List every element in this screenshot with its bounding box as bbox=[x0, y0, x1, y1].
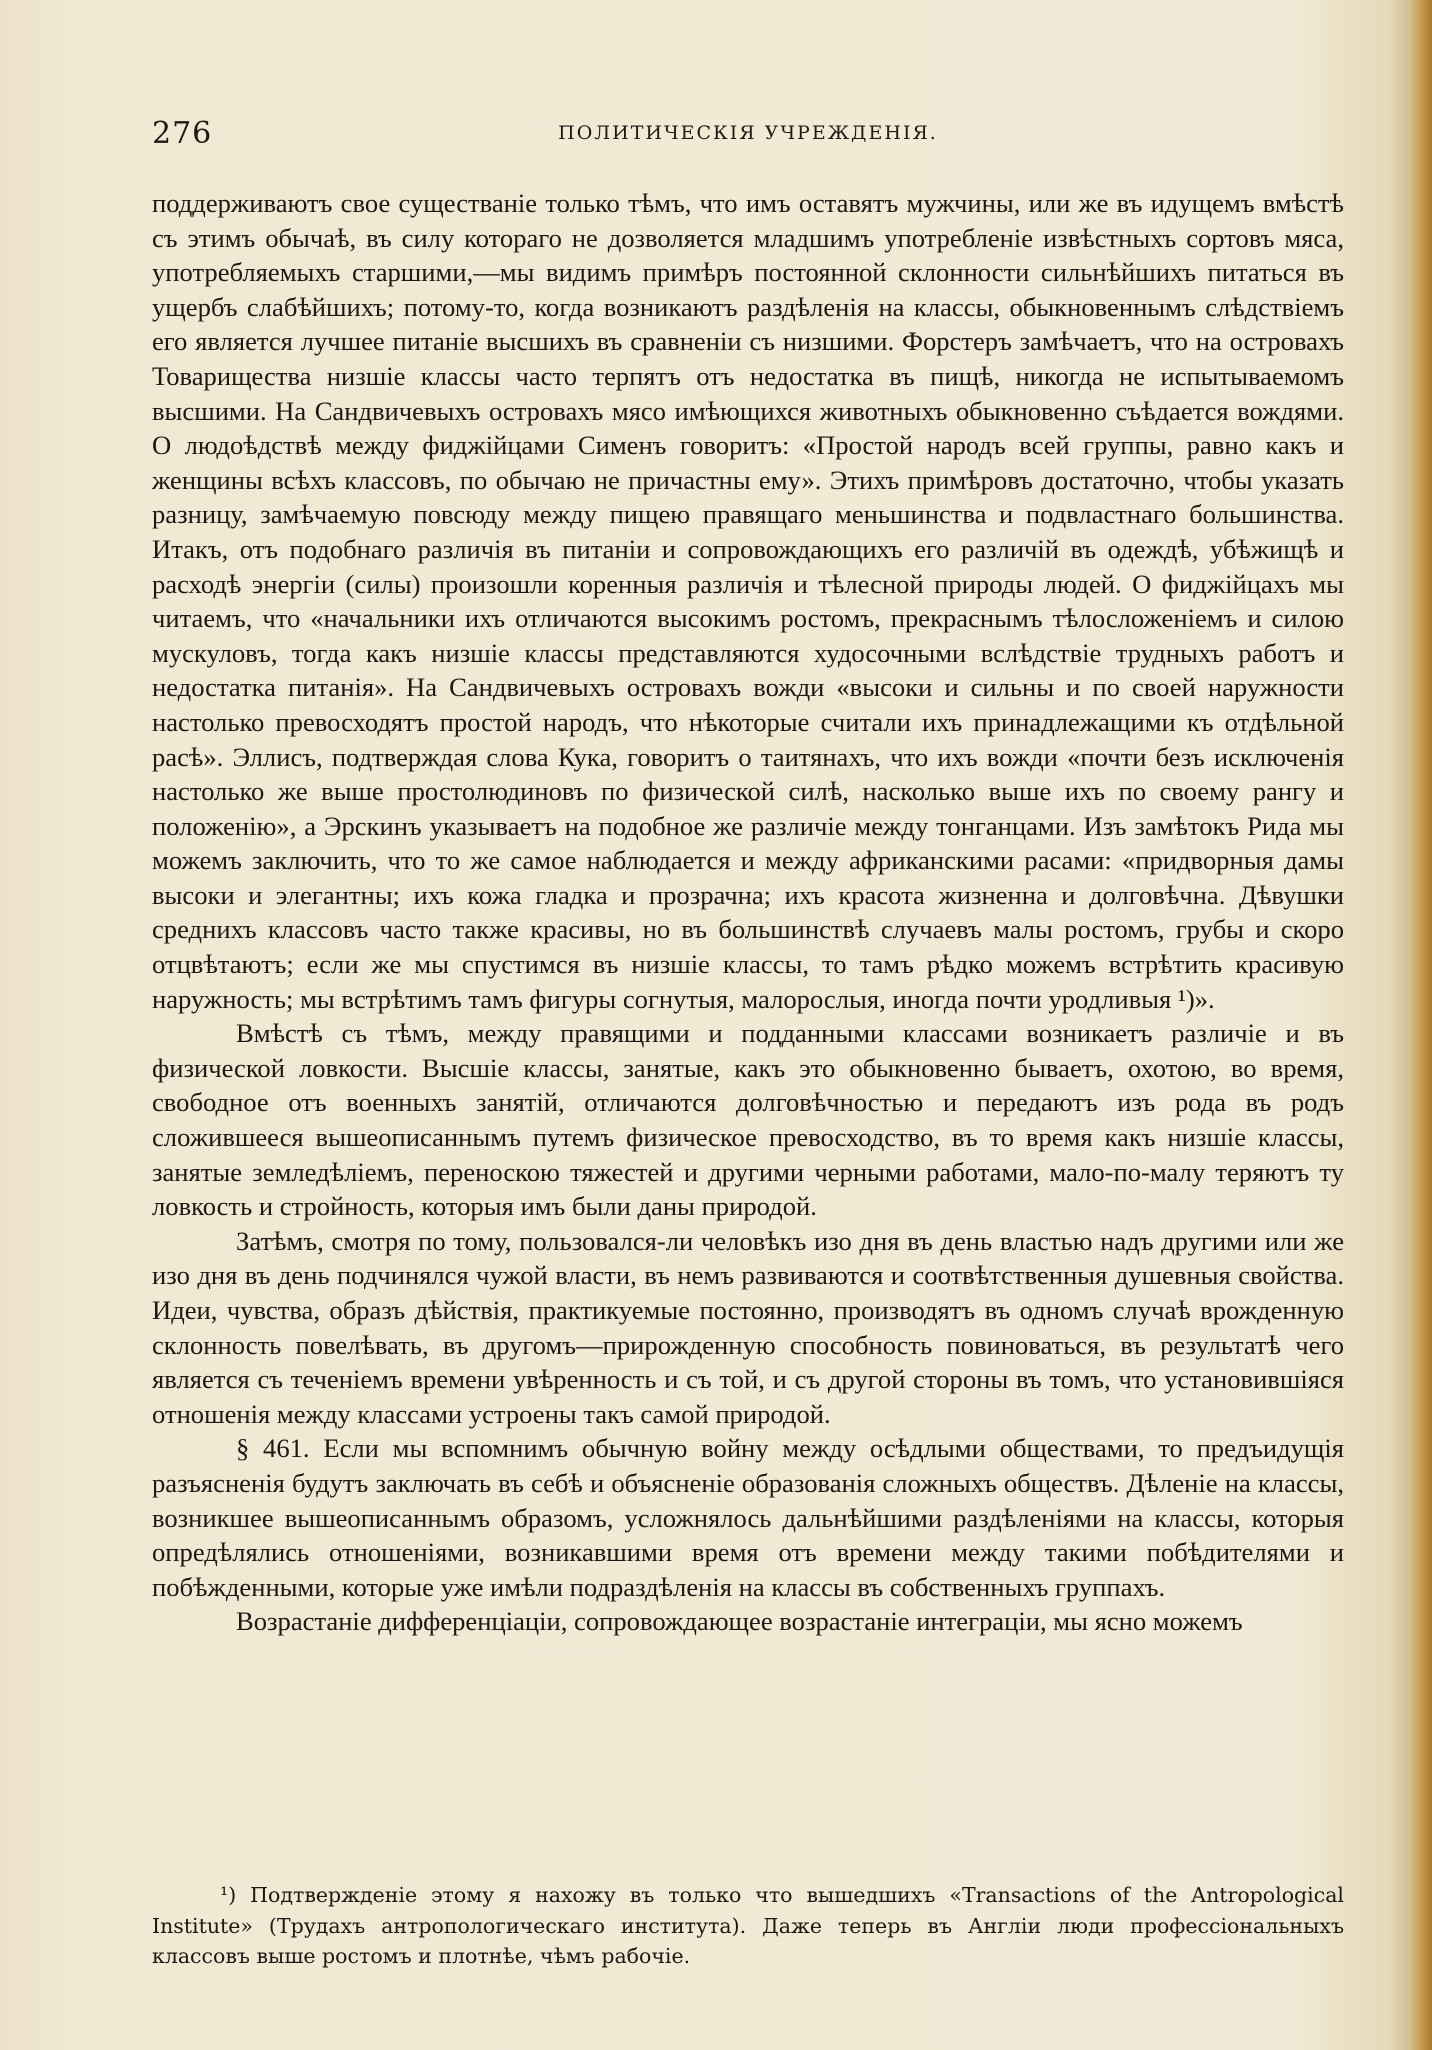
footnote: ¹) Подтвержденіе этому я нахожу въ только что вышедшихъ «Transactions of the Antropological Institute» (Трудахъ антропологическаго института). Даже теперь въ Англіи люди профессіональныхъ классовъ выше ростомъ и плотнѣе, чѣмъ рабочіе. bbox=[152, 1883, 1344, 1968]
paragraph: Возрастаніе дифференціаціи, сопровождающее возрастаніе интеграціи, мы ясно можемъ bbox=[236, 1606, 1243, 1637]
paragraph: Вмѣстѣ съ тѣмъ, между правящими и подданными классами возникаетъ различіе и въ физической ловкости. Высшіе классы, занятые, какъ это обыкновенно бываетъ, охотою, во время, свободное отъ военныхъ занятій, отличаются долговѣчностью и передаютъ изъ рода въ родъ сложившееся вышеописаннымъ путемъ физическое превосходство, въ то время какъ низшіе классы, занятые земледѣліемъ, переноскою тяжестей и другими черными работами, мало-по-малу теряютъ ту ловкость и стройность, которыя имъ были даны природой. bbox=[152, 1018, 1344, 1222]
paragraph: Затѣмъ, смотря по тому, пользовался-ли человѣкъ изо дня въ день властью надъ другими или же изо дня въ день подчинялся чужой власти, въ немъ развиваются и соотвѣтственныя душевныя свойства. Идеи, чувства, образъ дѣйствія, практикуемые постоянно, производятъ въ одномъ случаѣ врожденную склонность повелѣвать, въ другомъ—прирожденную способность повиноваться, въ результатѣ чего является съ теченіемъ времени увѣренность и съ той, и съ другой стороны въ томъ, что установившіяся отношенія между классами устроены такъ самой природой. bbox=[152, 1225, 1344, 1429]
body-text bbox=[152, 186, 1344, 1639]
section-paragraph: § 461. Если мы вспомнимъ обычную войну между осѣдлыми обществами, то предъидущія разъясненія будутъ заключать въ себѣ и объясненіе образованія сложныхъ обществъ. Дѣленіе на классы, возникшее вышеописаннымъ образомъ, усложнялось дальнѣйшими раздѣленіями на классы, которыя опредѣлялись отношеніями, возникавшими время отъ времени между такими побѣдителями и побѣжденными, которые уже имѣли подраздѣленія на классы въ собственныхъ группахъ. bbox=[152, 1433, 1344, 1602]
paragraph: поддерживаютъ свое существаніе только тѣмъ, что имъ оставятъ мужчины, или же въ идущемъ вмѣстѣ съ этимъ обычаѣ, въ силу котораго не дозволяется младшимъ употребленіе извѣстныхъ сортовъ мяса, употребляемыхъ старшими,—мы видимъ примѣръ постоянной склонности сильнѣйшихъ питаться въ ущербъ слабѣйшихъ; потому-то, когда возникаютъ раздѣленія на классы, обыкновеннымъ слѣдствіемъ его является лучшее питаніе высшихъ въ сравненіи съ низшими. Форстеръ замѣчаетъ, что на островахъ Товарищества низшіе классы часто терпятъ отъ недостатка въ пищѣ, никогда не испытываемомъ высшими. На Сандвичевыхъ островахъ мясо имѣющихся животныхъ обыкновенно съѣдается вождями. О людоѣдствѣ между фиджійцами Сименъ говоритъ: «Простой народъ всей группы, равно какъ и женщины всѣхъ классовъ, по обычаю не причастны ему». Этихъ примѣровъ достаточно, чтобы указать разницу, замѣчаемую повсюду между пищею правящаго меньшинства и подвластнаго большинства. Итакъ, отъ подобнаго различія въ питаніи и сопровождающихъ его различій въ одеждѣ, убѣжищѣ и расходѣ энергіи (силы) произошли коренныя различія и тѣлесной природы людей. О фиджійцахъ мы читаемъ, что «начальники ихъ отличаются высокимъ ростомъ, прекраснымъ тѣлосложеніемъ и силою мускуловъ, тогда какъ низшіе классы представляются худосочными вслѣдствіе трудныхъ работъ и недостатка питанія». На Сандвичевыхъ островахъ вожди «высоки и сильны и по своей наружности настолько превосходятъ простой народъ, что нѣкоторые считали ихъ принадлежащими къ отдѣльной расѣ». Эллисъ, подтверждая слова Кука, говоритъ о таитянахъ, что ихъ вожди «почти безъ исключенія настолько же выше простолюдиновъ по физической силѣ, насколько выше ихъ по своему рангу и положенію», а Эрскинъ указываетъ на подобное же различіе между тонганцами. Изъ замѣтокъ Рида мы можемъ заключить, что то же самое наблюдается и между африканскими расами: «придворныя дамы высоки и элегантны; ихъ кожа гладка и прозрачна; ихъ красота жизненна и долговѣчна. Дѣвушки среднихъ классовъ часто также красивы, но въ большинствѣ случаевъ малы ростомъ, грубы и скоро отцвѣтаютъ; если же мы спустимся въ низшіе классы, то тамъ рѣдко можемъ встрѣтить красивую наружность; мы встрѣтимъ тамъ фигуры согнутыя, малорослыя, иногда почти уродливыя ¹)». bbox=[152, 188, 1344, 1014]
running-title: ПОЛИТИЧЕСКІЯ УЧРЕЖДЕНІЯ. bbox=[558, 122, 938, 144]
page-edge bbox=[1408, 0, 1432, 2050]
page-header bbox=[152, 116, 1344, 156]
footnotes bbox=[152, 1880, 1344, 1972]
page-number: 276 bbox=[152, 116, 213, 151]
